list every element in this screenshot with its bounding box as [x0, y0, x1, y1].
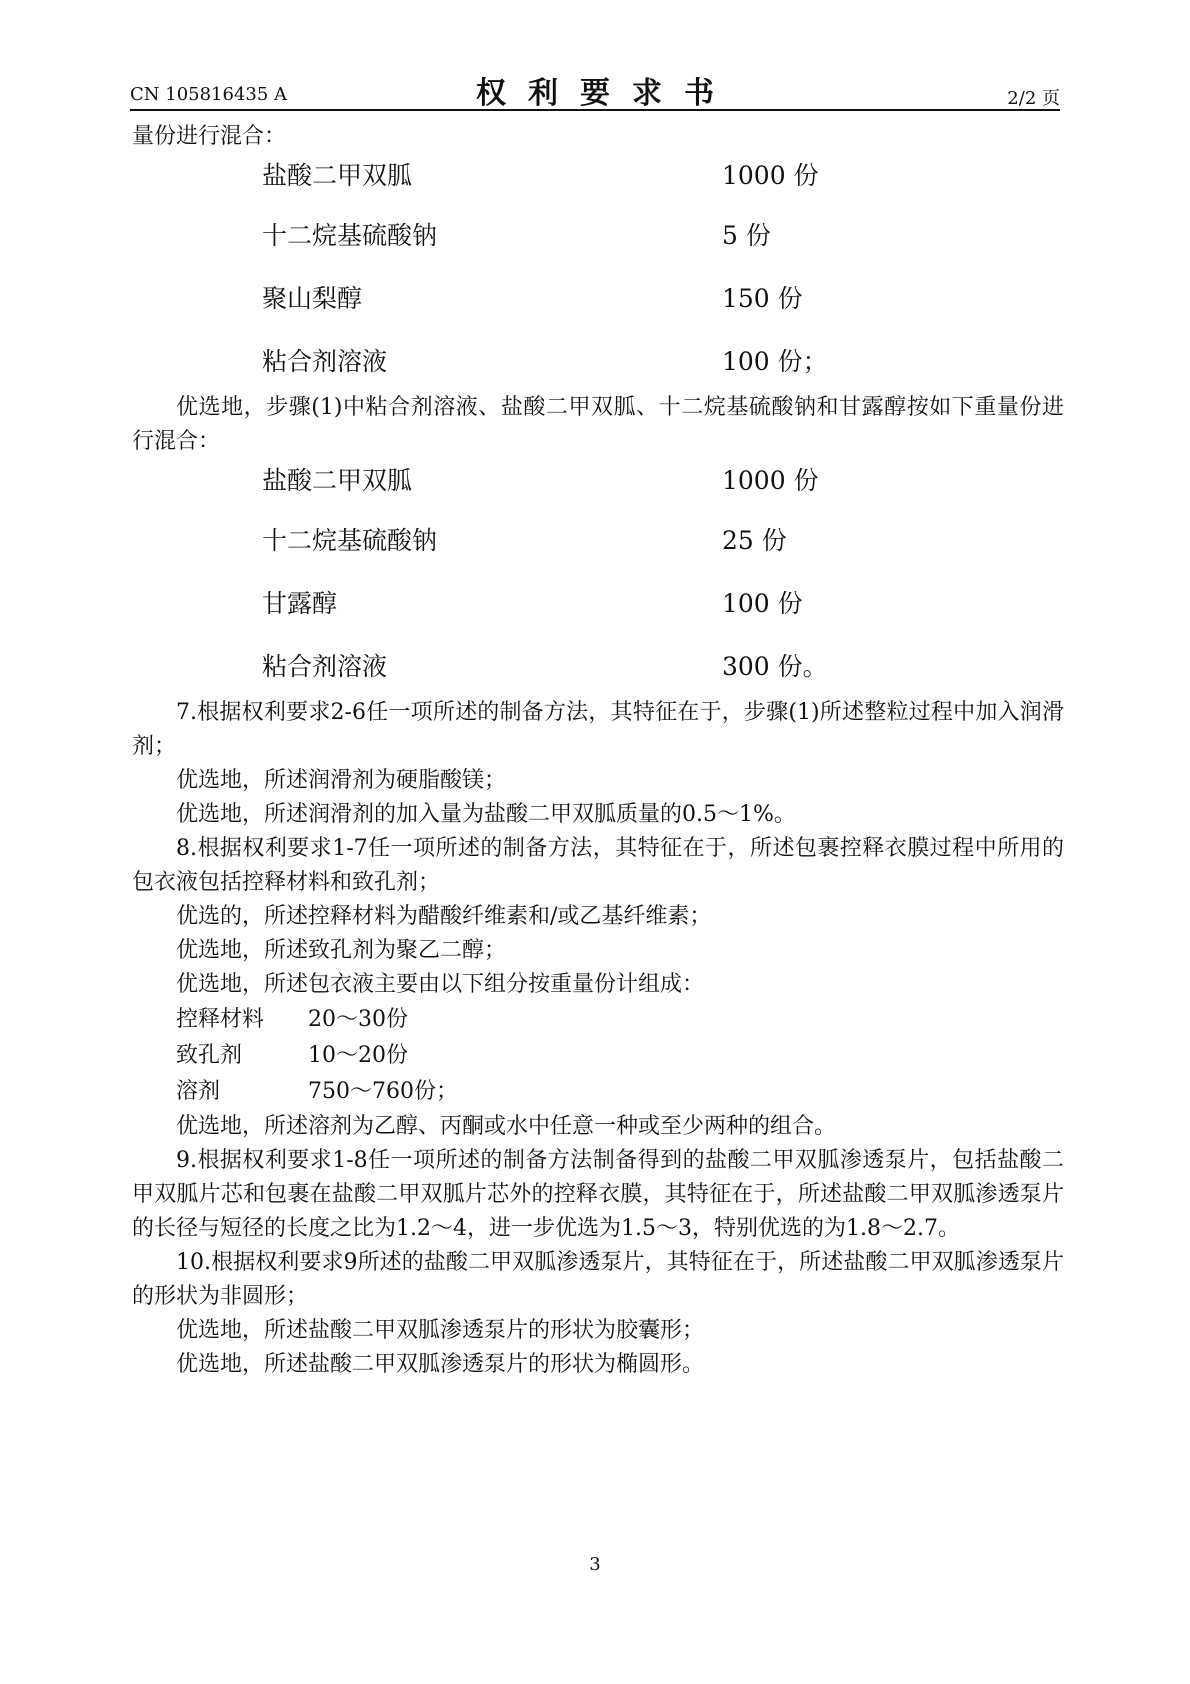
ingredient-amount: 1000 份	[722, 466, 819, 495]
ingredient-name: 聚山梨醇	[262, 283, 363, 313]
ingredient-amount: 300 份。	[722, 651, 828, 681]
table-row	[132, 459, 1064, 507]
ingredient-name: 盐酸二甲双胍	[262, 466, 413, 495]
list-item	[176, 1074, 1064, 1110]
component-name: 致孔剂	[176, 1043, 243, 1068]
claim-8-option: 优选的，所述控释材料为醋酸纤维素和/或乙基纤维素；	[176, 904, 712, 929]
claim-8-option: 优选地，所述溶剂为乙醇、丙酮或水中任意一种或至少两种的组合。	[176, 1114, 837, 1139]
ingredient-name: 盐酸二甲双胍	[262, 161, 413, 190]
table-row	[132, 154, 1064, 202]
ingredient-name: 十二烷基硫酸钠	[262, 525, 438, 555]
document-title: 权利要求书	[476, 76, 736, 111]
ingredient-table-1	[132, 154, 1064, 391]
ingredient-name: 十二烷基硫酸钠	[262, 220, 438, 250]
component-amount: 20～30份	[308, 1007, 408, 1032]
claim-8-option: 优选地，所述致孔剂为聚乙二醇；	[176, 938, 507, 963]
claim-8-option: 优选地，所述包衣液主要由以下组分按重量份计组成：	[176, 972, 705, 997]
list-item	[176, 1038, 1064, 1074]
claim-7-option: 优选地，所述润滑剂的加入量为盐酸二甲双胍质量的0.5～1%。	[176, 802, 796, 827]
preference-paragraph: 优选地，步骤(1)中粘合剂溶液、盐酸二甲双胍、十二烷基硫酸钠和甘露醇按如下重量份进行混合：	[132, 395, 1064, 454]
claim-10-option: 优选地，所述盐酸二甲双胍渗透泵片的形状为胶囊形；	[176, 1318, 705, 1343]
ingredient-amount: 25 份	[722, 525, 787, 555]
publication-number: CN 105816435 A	[130, 84, 288, 105]
ingredient-amount: 5 份	[722, 220, 771, 250]
claims-body	[132, 120, 1064, 1382]
page-header	[130, 62, 1060, 112]
ingredient-name: 粘合剂溶液	[262, 651, 388, 681]
claim-10: 10.根据权利要求9所述的盐酸二甲双胍渗透泵片，其特征在于，所述盐酸二甲双胍渗透泵片的形状为非圆形；	[132, 1250, 1064, 1309]
table-row	[132, 633, 1064, 696]
intro-line: 量份进行混合：	[132, 124, 287, 149]
page-number: 3	[589, 1554, 601, 1575]
component-amount: 10～20份	[308, 1043, 408, 1068]
component-name: 溶剂	[176, 1079, 221, 1104]
claim-9: 9.根据权利要求1-8任一项所述的制备方法制备得到的盐酸二甲双胍渗透泵片，包括盐酸二甲双胍片芯和包裹在盐酸二甲双胍片芯外的控释衣膜，其特征在于，所述盐酸二甲双胍渗透泵片的长径与短径的长度之比为1.2～4，进一步优选为1.5～3，特别优选的为1.8～2.7。	[132, 1148, 1064, 1241]
ingredient-name: 甘露醇	[262, 588, 338, 618]
ingredient-amount: 100 份；	[722, 346, 828, 376]
ingredient-amount: 100 份	[722, 588, 803, 618]
component-name: 控释材料	[176, 1007, 265, 1032]
list-item	[176, 1002, 1064, 1038]
table-row	[132, 328, 1064, 391]
coating-composition	[132, 1002, 1064, 1110]
header-rule	[130, 109, 1060, 111]
ingredient-name: 粘合剂溶液	[262, 346, 388, 376]
claim-7: 7.根据权利要求2-6任一项所述的制备方法，其特征在于，步骤(1)所述整粒过程中加入润滑剂；	[132, 700, 1064, 759]
component-amount: 750～760份；	[308, 1079, 458, 1104]
page-indicator: 2/2 页	[1007, 88, 1060, 109]
ingredient-table-2	[132, 459, 1064, 696]
table-row	[132, 202, 1064, 265]
claim-8: 8.根据权利要求1-7任一项所述的制备方法，其特征在于，所述包裹控释衣膜过程中所用的包衣液包括控释材料和致孔剂；	[132, 836, 1064, 895]
table-row	[132, 265, 1064, 328]
table-row	[132, 570, 1064, 633]
ingredient-amount: 150 份	[722, 283, 803, 313]
claim-7-option: 优选地，所述润滑剂为硬脂酸镁；	[176, 768, 507, 793]
table-row	[132, 507, 1064, 570]
ingredient-amount: 1000 份	[722, 161, 819, 190]
claim-10-option: 优选地，所述盐酸二甲双胍渗透泵片的形状为椭圆形。	[176, 1352, 705, 1377]
